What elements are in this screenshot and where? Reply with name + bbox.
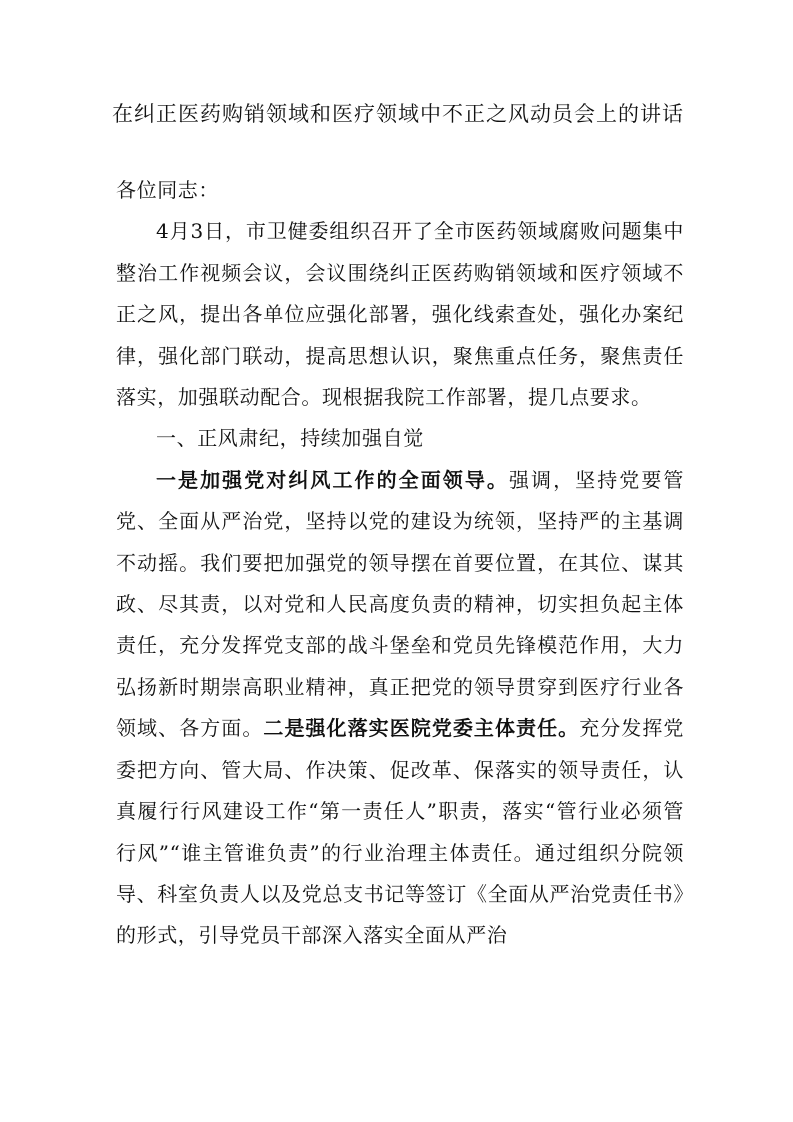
bold-point-1: 一是加强党对纠风工作的全面领导。 bbox=[156, 467, 509, 492]
paragraph-meeting-summary: 4月3日，市卫健委组织召开了全市医药领域腐败问题集中整治工作视频会议，会议围绕纠正医药购销领域和医疗领域不正之风，提出各单位应强化部署，强化线索查处，强化办案纪律，强化部门联动，提高思想认识，聚焦重点任务，聚焦责任落实，加强联动配合。现根据我院工作部署，提几点要求。 bbox=[116, 219, 684, 410]
bold-point-2: 二是强化落实医院党委主体责任。 bbox=[263, 716, 580, 741]
point-1-text: 强调，坚持党要管党、全面从严治党，坚持以党的建设为统领，坚持严的主基调不动摇。我们要把加强党的领导摆在首要位置，在其位、谋其政、尽其责，以对党和人民高度负责的精神，切实担负起主体责任，充分发挥党支部的战斗堡垒和党员先锋模范作用，大力弘扬新时期崇高职业精神，真正把党的领导贯穿到医疗行业各领域、各方面。 bbox=[116, 467, 684, 741]
section-heading-1: 一、正风肃纪，持续加强自觉 bbox=[156, 426, 424, 451]
point-2-text: 充分发挥党委把方向、管大局、作决策、促改革、保落实的领导责任，认真履行行风建设工作“第一责任人”职责，落实“管行业必须管行风”“谁主管谁负责”的行业治理主体责任。通过组织分院领导、科室负责人以及党总支书记等签订《全面从严治党责任书》的形式，引导党员干部深入落实全面从严治 bbox=[116, 716, 685, 948]
document-title: 在纠正医药购销领域和医疗领域中不正之风动员会上的讲话 bbox=[112, 102, 684, 126]
document-body bbox=[116, 170, 684, 957]
paragraph-party-leadership bbox=[116, 460, 684, 957]
salutation: 各位同志： bbox=[116, 178, 219, 202]
